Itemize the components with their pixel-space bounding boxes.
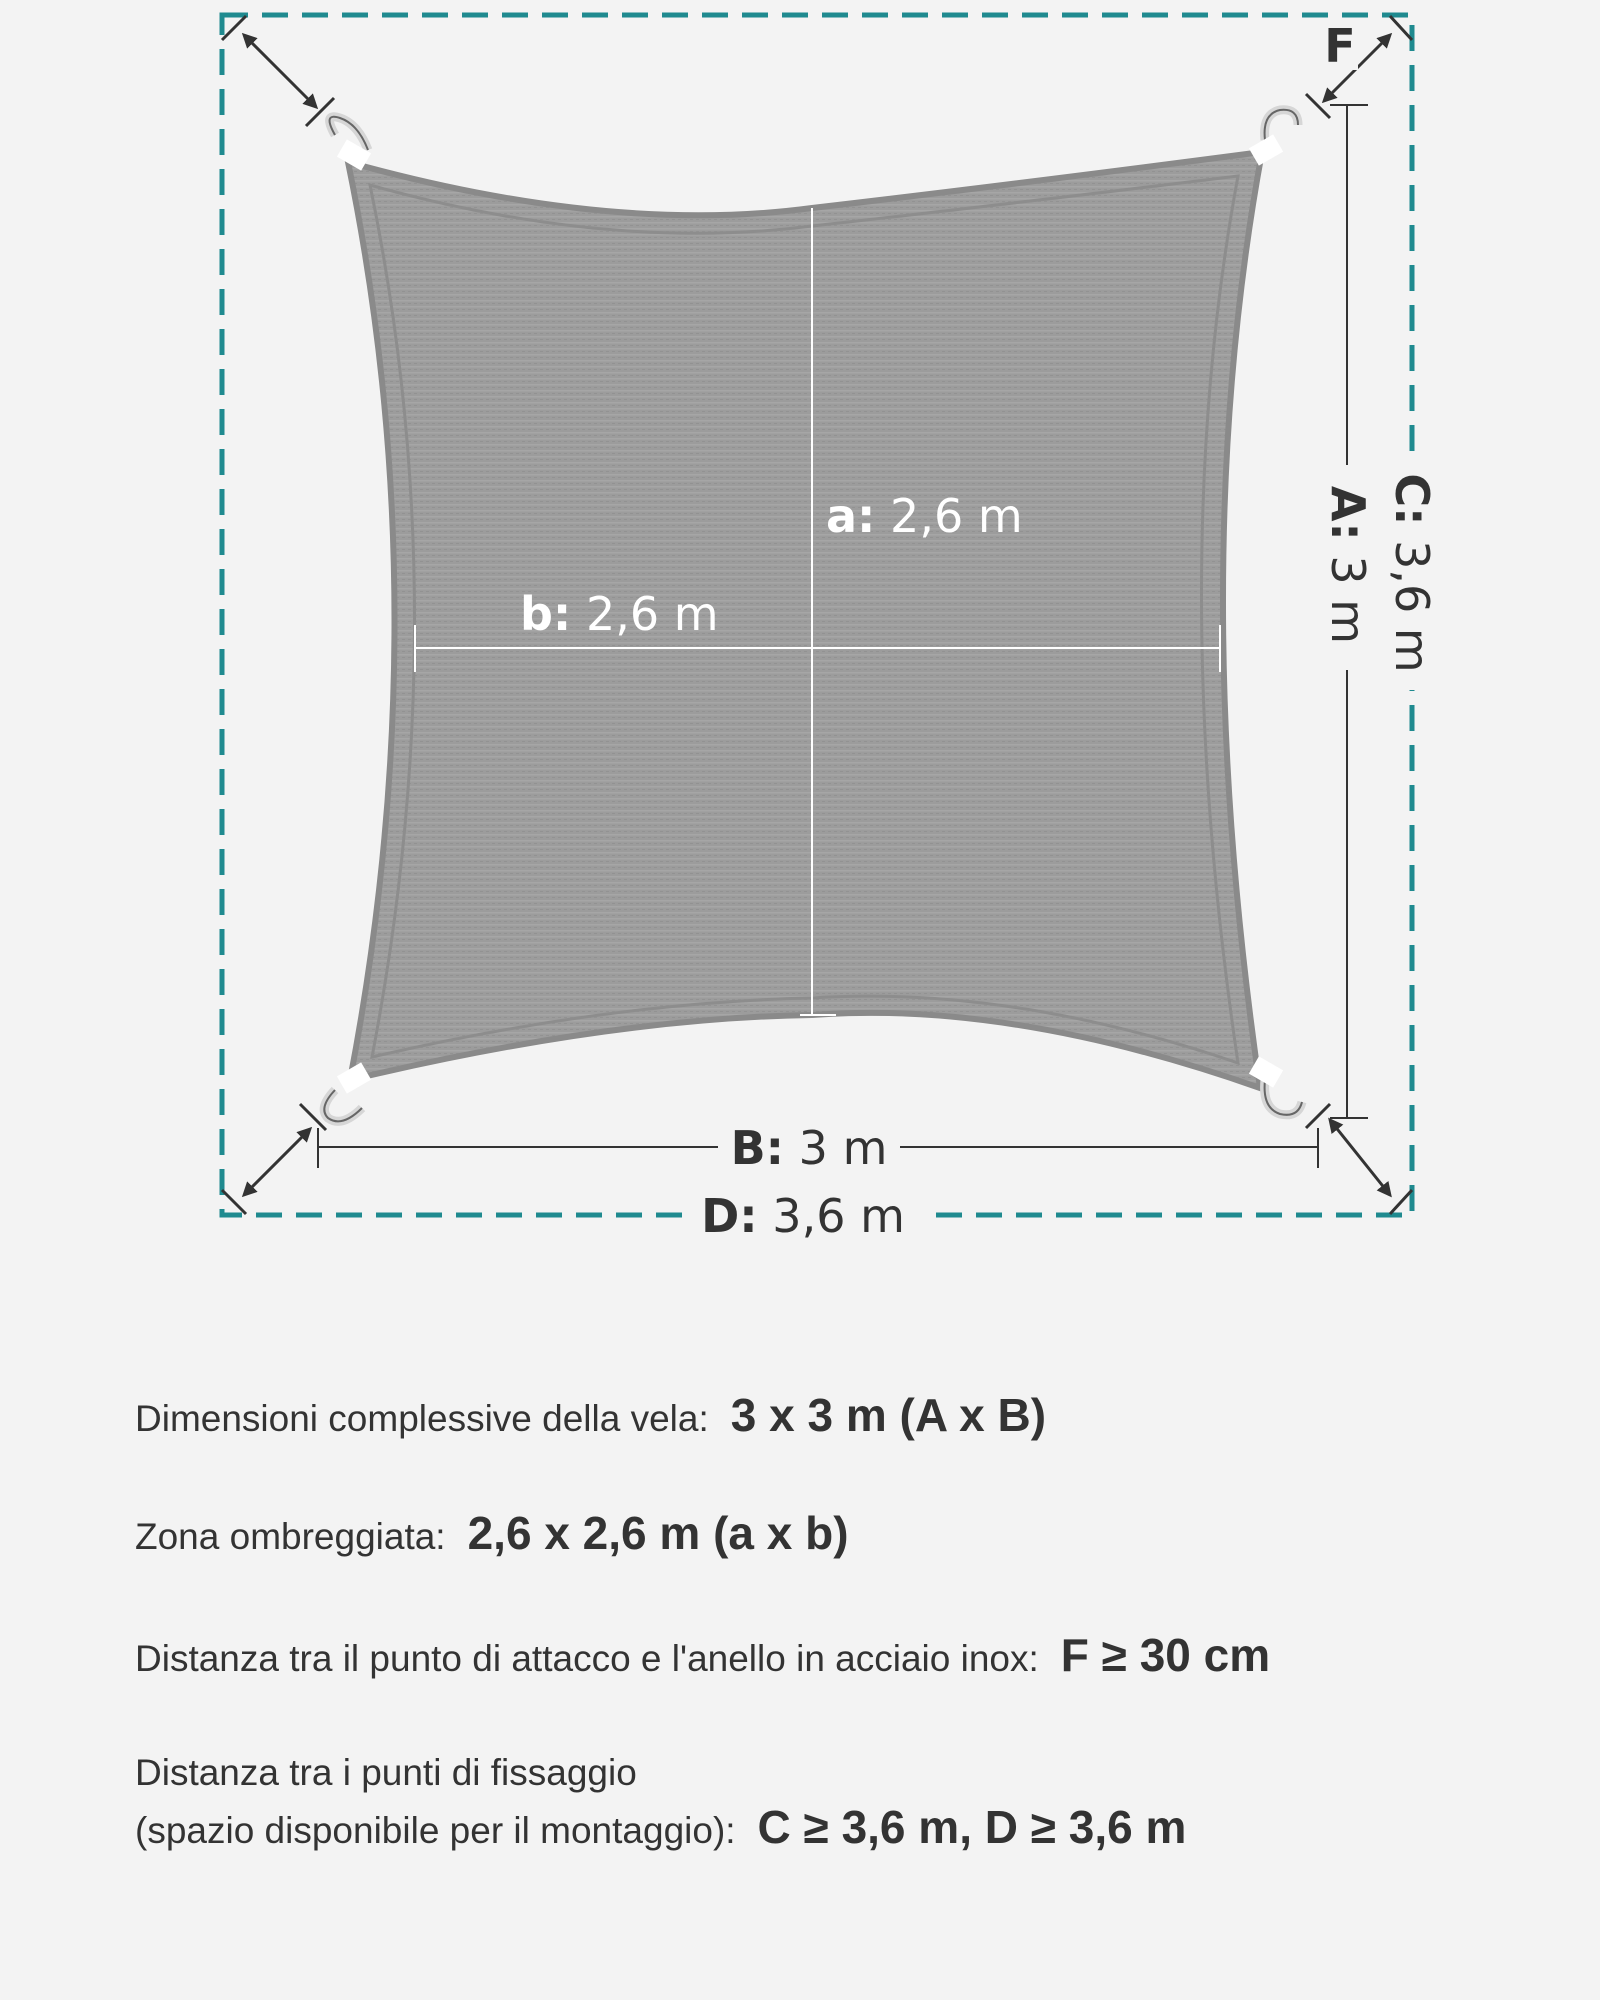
d-ring-top-right <box>1249 110 1298 166</box>
spec-overall-value: 3 x 3 m (A x B) <box>730 1389 1047 1441</box>
spec-fixing-label-line2: (spazio disponibile per il montaggio): <box>135 1810 736 1851</box>
spec-ring-distance-label: Distanza tra il punto di attacco e l'anello in acciaio inox: <box>135 1638 1039 1679</box>
d-ring-top-left <box>330 117 372 171</box>
f-arrow-bottom-right <box>1306 1104 1412 1214</box>
spec-ring-distance <box>135 1628 1535 1682</box>
label-B: B: 3 m <box>730 1121 888 1175</box>
spec-fixing-label-line1: Distanza tra i punti di fissaggio <box>135 1752 637 1793</box>
f-arrow-top-left <box>222 16 334 126</box>
label-D: D: 3,6 m <box>701 1189 905 1243</box>
label-A: A: 3 m <box>1321 485 1375 645</box>
label-F: F <box>1324 19 1356 73</box>
sail-shape <box>348 152 1262 1088</box>
spec-shaded-label: Zona ombreggiata: <box>135 1516 446 1557</box>
label-b: b: 2,6 m <box>520 587 719 641</box>
spec-overall-label: Dimensioni complessive della vela: <box>135 1398 709 1439</box>
d-ring-bottom-left <box>324 1062 371 1121</box>
spec-shaded <box>135 1506 1535 1560</box>
spec-ring-distance-value: F ≥ 30 cm <box>1060 1629 1271 1681</box>
spec-shaded-value: 2,6 x 2,6 m (a x b) <box>467 1507 849 1559</box>
spec-fixing-value: C ≥ 3,6 m, D ≥ 3,6 m <box>757 1801 1187 1853</box>
spec-fixing <box>135 1752 1535 1854</box>
label-a: a: 2,6 m <box>826 489 1023 543</box>
spec-overall <box>135 1388 1535 1442</box>
label-C: C: 3,6 m <box>1385 473 1439 673</box>
f-arrow-bottom-left <box>222 1104 326 1214</box>
